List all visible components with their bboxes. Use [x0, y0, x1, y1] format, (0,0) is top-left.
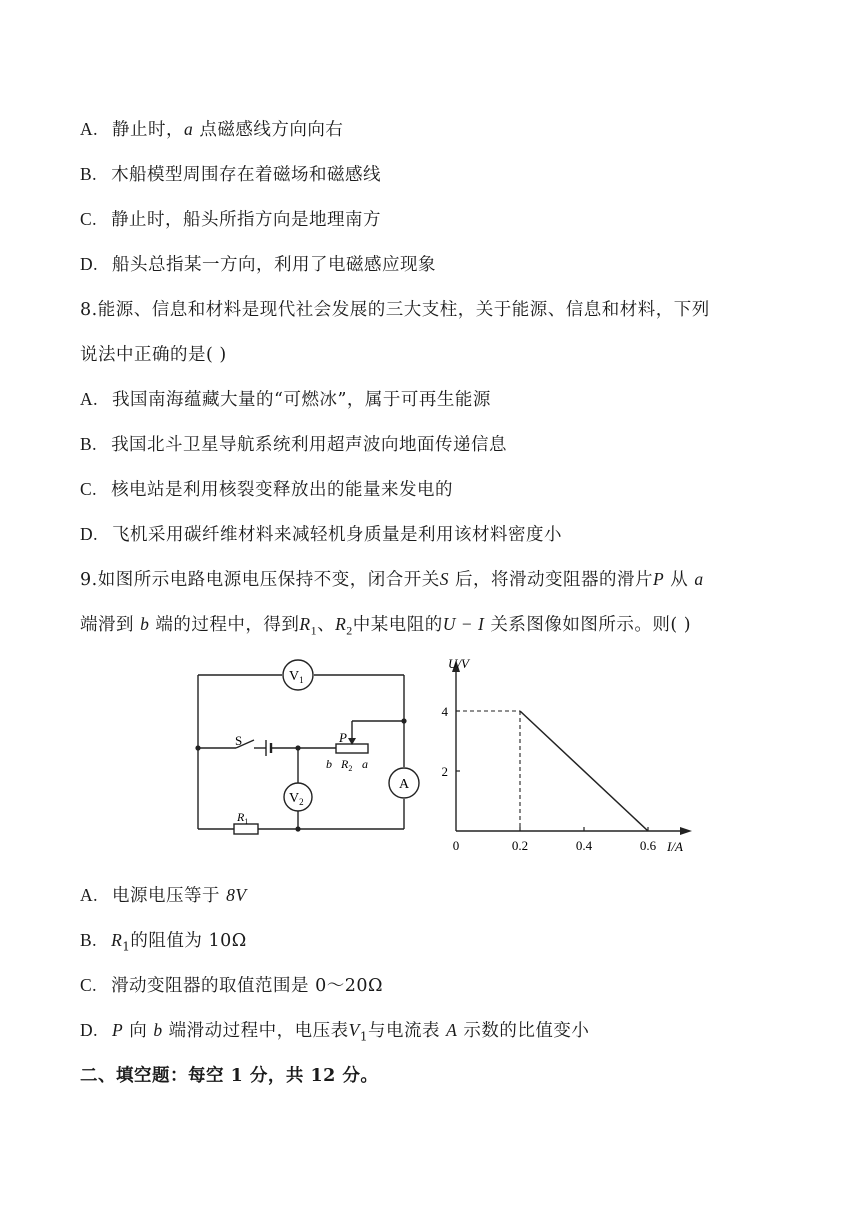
var-b: b — [140, 614, 150, 634]
text: 端的过程中，得到 — [149, 615, 300, 635]
option-text: 示数的比值变小 — [457, 1021, 590, 1041]
q9-option-b — [80, 927, 247, 954]
var-r1: R — [111, 930, 123, 950]
option-label: B. — [80, 164, 98, 184]
sub: 2 — [346, 623, 353, 638]
q8-option-b — [80, 431, 507, 456]
q7-option-d — [80, 251, 436, 276]
var-v1: V — [348, 1020, 360, 1040]
chart-marks — [456, 711, 648, 831]
slider-label: P — [339, 730, 347, 745]
option-label: D. — [80, 524, 99, 544]
option-label: A. — [80, 389, 99, 409]
option-label: C. — [80, 479, 98, 499]
option-text: 点磁感线方向向右 — [193, 120, 344, 140]
v2-label: $V_2$ — [289, 791, 304, 807]
x-tick-label: 0.4 — [575, 838, 593, 853]
section-heading: 二、填空题：每空 1 分，共 12 分。 — [80, 1066, 379, 1086]
q9-option-a — [80, 882, 247, 907]
option-text: 飞机采用碳纤维材料来减轻机身质量是利用该材料密度小 — [112, 525, 563, 545]
y-tick-label: 2 — [441, 764, 448, 779]
var-b: b — [153, 1020, 163, 1040]
option-text: 我国南海蕴藏大量的“可燃冰”，属于可再生能源 — [112, 390, 491, 410]
option-text: 向 — [123, 1021, 154, 1041]
option-text: 静止时，船头所指方向是地理南方 — [111, 210, 382, 230]
option-text: 的阻值为 10Ω — [130, 931, 247, 951]
var-r1: R — [299, 614, 311, 634]
option-label: A. — [80, 119, 99, 139]
var-p: P — [653, 569, 665, 589]
y-tick-label: 4 — [441, 704, 448, 719]
text: 端滑到 — [80, 615, 134, 635]
x-tick-label: 0.2 — [511, 838, 529, 853]
option-label: B. — [80, 434, 98, 454]
junction-dot — [295, 745, 300, 750]
var-ui: U − I — [442, 614, 485, 634]
option-label: B. — [80, 930, 98, 950]
q9-option-c — [80, 972, 383, 997]
option-text: 核电站是利用核裂变释放出的能量来发电的 — [111, 480, 454, 500]
option-text: 滑动变阻器的取值范围是 0～20Ω — [111, 976, 384, 996]
option-text: 端滑动过程中，电压表 — [162, 1021, 349, 1041]
var-a: a — [184, 119, 194, 139]
q9-option-d — [80, 1017, 589, 1044]
text: 9.如图所示电路电源电压保持不变，闭合开关 — [80, 570, 440, 590]
var-r2: R — [335, 614, 347, 634]
junction-dot — [295, 826, 300, 831]
option-label: C. — [80, 209, 98, 229]
value: 8V — [226, 885, 247, 905]
option-text: 我国北斗卫星导航系统利用超声波向地面传递信息 — [111, 435, 508, 455]
option-label: D. — [80, 254, 99, 274]
var-a: a — [694, 569, 704, 589]
junction-dot — [195, 745, 200, 750]
ammeter-label: A — [399, 777, 410, 792]
r1-label: $R_1$ — [237, 810, 249, 826]
u-i-chart — [440, 650, 700, 860]
series-line — [520, 711, 648, 831]
sub: 1 — [359, 1029, 369, 1044]
q7-option-b — [80, 161, 381, 186]
r2-rheostat — [336, 744, 368, 753]
x-axis-label: I/A — [667, 839, 683, 854]
q8-stem-line2: 说法中正确的是( ) — [80, 345, 227, 365]
r2-end-b: b — [326, 757, 332, 771]
option-label: C. — [80, 975, 98, 995]
var-a: A — [446, 1020, 458, 1040]
option-text: 电源电压等于 — [112, 886, 227, 906]
q7-option-a — [80, 116, 343, 141]
text: 、 — [317, 615, 336, 635]
switch-label: S — [235, 733, 243, 748]
x-tick-label: 0 — [452, 838, 460, 853]
sub: 1 — [310, 623, 318, 638]
y-axis-label: U/V — [448, 656, 469, 671]
option-text: 木船模型周围存在着磁场和磁感线 — [111, 165, 382, 185]
option-text: 静止时， — [112, 120, 185, 140]
r2-label: $R_2$ — [341, 757, 353, 773]
option-text: 船头总指某一方向，利用了电磁感应现象 — [112, 255, 437, 275]
q8-option-d — [80, 521, 562, 546]
q7-option-c — [80, 206, 381, 231]
q9-stem-line2 — [80, 611, 691, 639]
junction-dot — [401, 718, 406, 723]
var-p: P — [112, 1020, 124, 1040]
q8-stem-line1: 8.能源、信息和材料是现代社会发展的三大支柱，关于能源、信息和材料，下列 — [80, 300, 710, 320]
text: 中某电阻的 — [352, 615, 443, 635]
text: 从 — [664, 570, 689, 590]
sub: 1 — [122, 939, 131, 954]
q8-option-a — [80, 386, 491, 411]
x-axis-arrow-icon — [680, 827, 692, 835]
option-label: A. — [80, 885, 99, 905]
var-s: S — [439, 569, 449, 589]
x-tick-label: 0.6 — [639, 838, 657, 853]
circuit-diagram — [190, 655, 430, 840]
v1-label: $V_1$ — [289, 669, 304, 685]
option-label: D. — [80, 1020, 99, 1040]
r2-end-a: a — [362, 757, 368, 771]
text: 关系图像如图所示。则( ) — [484, 615, 692, 635]
text: 后，将滑动变阻器的滑片 — [448, 570, 654, 590]
option-text: 与电流表 — [368, 1021, 447, 1041]
q9-stem-line1 — [80, 566, 704, 591]
q8-option-c — [80, 476, 453, 501]
